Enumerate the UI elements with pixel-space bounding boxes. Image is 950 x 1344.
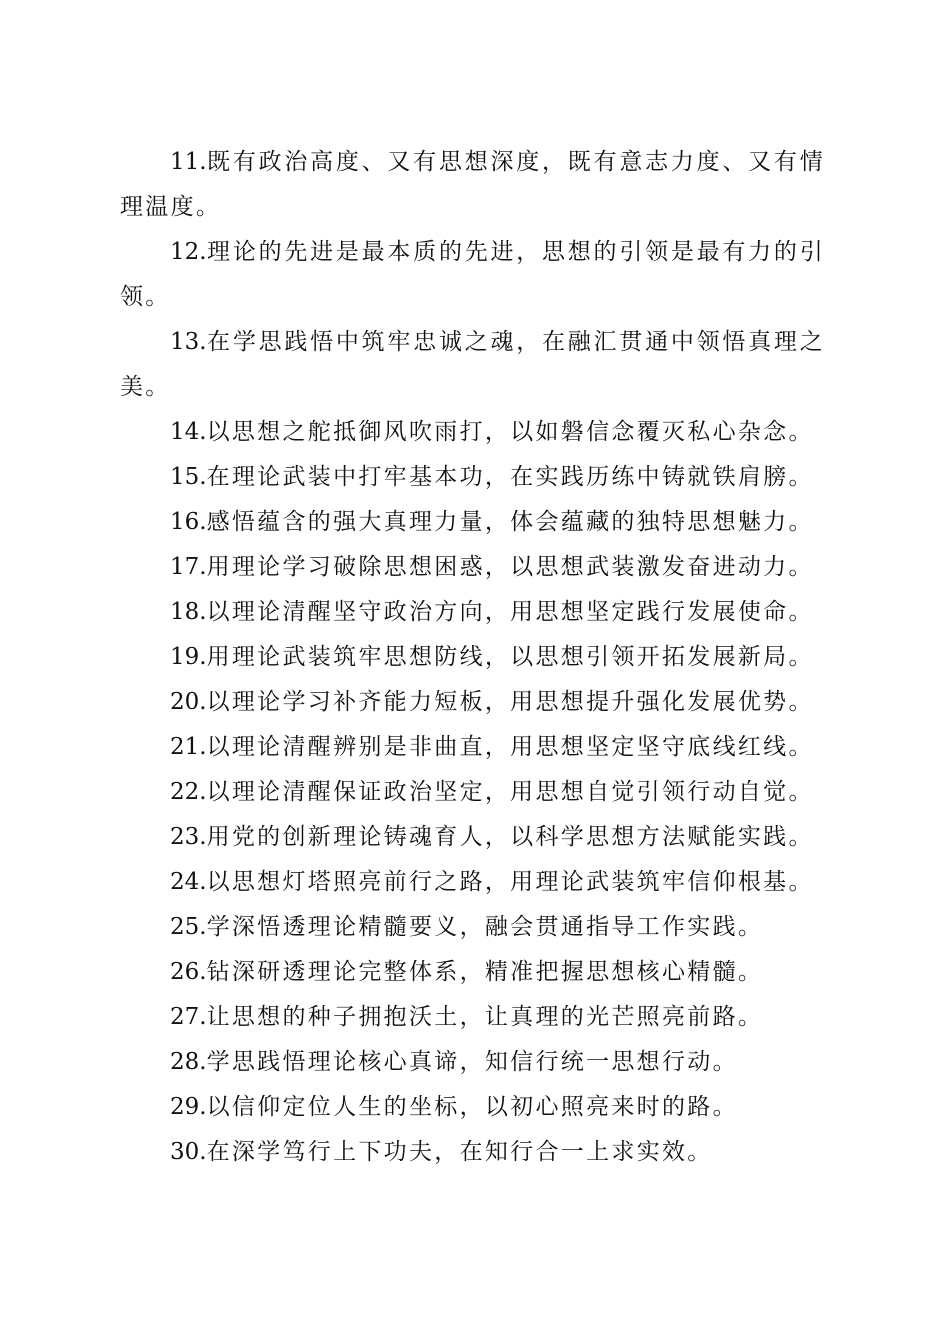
- list-item: [120, 770, 825, 815]
- item-text: 用理论武装筑牢思想防线，以思想引领开拓发展新局。: [206, 644, 814, 670]
- item-number: 24.: [170, 869, 207, 895]
- item-text: 在学思践悟中筑牢忠诚之魂，在融汇贯通中领悟真理之美。: [120, 329, 825, 400]
- list-item: [120, 1085, 825, 1130]
- list-item: [120, 1040, 825, 1085]
- item-text: 以理论学习补齐能力短板，用思想提升强化发展优势。: [206, 689, 814, 715]
- item-number: 30.: [170, 1139, 207, 1165]
- item-text: 以理论清醒坚守政治方向，用思想坚定践行发展使命。: [206, 599, 814, 625]
- item-number: 20.: [170, 689, 207, 715]
- list-item: [120, 725, 825, 770]
- document-body: [120, 140, 825, 1175]
- list-item: [120, 905, 825, 950]
- list-item: [120, 950, 825, 995]
- item-number: 18.: [170, 599, 207, 625]
- item-text: 钻深研透理论完整体系，精准把握思想核心精髓。: [206, 959, 764, 985]
- item-text: 学深悟透理论精髓要义，融会贯通指导工作实践。: [206, 914, 764, 940]
- item-number: 16.: [170, 509, 207, 535]
- list-item: [120, 635, 825, 680]
- item-text: 以理论清醒保证政治坚定，用思想自觉引领行动自觉。: [206, 779, 814, 805]
- item-text: 用党的创新理论铸魂育人，以科学思想方法赋能实践。: [206, 824, 814, 850]
- item-number: 19.: [170, 644, 207, 670]
- item-number: 11.: [170, 149, 207, 175]
- item-number: 27.: [170, 1004, 207, 1030]
- list-item: [120, 590, 825, 635]
- item-number: 17.: [170, 554, 207, 580]
- list-item: [120, 500, 825, 545]
- item-number: 28.: [170, 1049, 207, 1075]
- list-item: [120, 995, 825, 1040]
- list-item: [120, 320, 825, 410]
- item-number: 25.: [170, 914, 207, 940]
- item-text: 理论的先进是最本质的先进，思想的引领是最有力的引领。: [120, 239, 825, 310]
- item-number: 21.: [170, 734, 207, 760]
- item-text: 学思践悟理论核心真谛，知信行统一思想行动。: [206, 1049, 738, 1075]
- item-number: 14.: [170, 419, 207, 445]
- item-number: 15.: [170, 464, 207, 490]
- item-text: 以信仰定位人生的坐标，以初心照亮来时的路。: [206, 1094, 738, 1120]
- list-item: [120, 680, 825, 725]
- list-item: [120, 860, 825, 905]
- item-text: 让思想的种子拥抱沃土，让真理的光芒照亮前路。: [206, 1004, 764, 1030]
- list-item: [120, 410, 825, 455]
- list-item: [120, 140, 825, 230]
- item-text: 以理论清醒辨别是非曲直，用思想坚定坚守底线红线。: [206, 734, 814, 760]
- item-number: 22.: [170, 779, 207, 805]
- item-text: 感悟蕴含的强大真理力量，体会蕴藏的独特思想魅力。: [206, 509, 814, 535]
- list-item: [120, 1130, 825, 1175]
- list-item: [120, 455, 825, 500]
- item-number: 13.: [170, 329, 207, 355]
- item-text: 既有政治高度、又有思想深度，既有意志力度、又有情理温度。: [120, 149, 825, 220]
- item-number: 23.: [170, 824, 207, 850]
- list-item: [120, 545, 825, 590]
- item-text: 在深学笃行上下功夫，在知行合一上求实效。: [206, 1139, 713, 1165]
- item-text: 以思想之舵抵御风吹雨打，以如磐信念覆灭私心杂念。: [206, 419, 814, 445]
- item-number: 26.: [170, 959, 207, 985]
- item-number: 12.: [170, 239, 207, 265]
- list-item: [120, 230, 825, 320]
- item-text: 以思想灯塔照亮前行之路，用理论武装筑牢信仰根基。: [206, 869, 814, 895]
- list-item: [120, 815, 825, 860]
- item-text: 用理论学习破除思想困惑，以思想武装激发奋进动力。: [206, 554, 814, 580]
- item-text: 在理论武装中打牢基本功，在实践历练中铸就铁肩膀。: [206, 464, 814, 490]
- item-number: 29.: [170, 1094, 207, 1120]
